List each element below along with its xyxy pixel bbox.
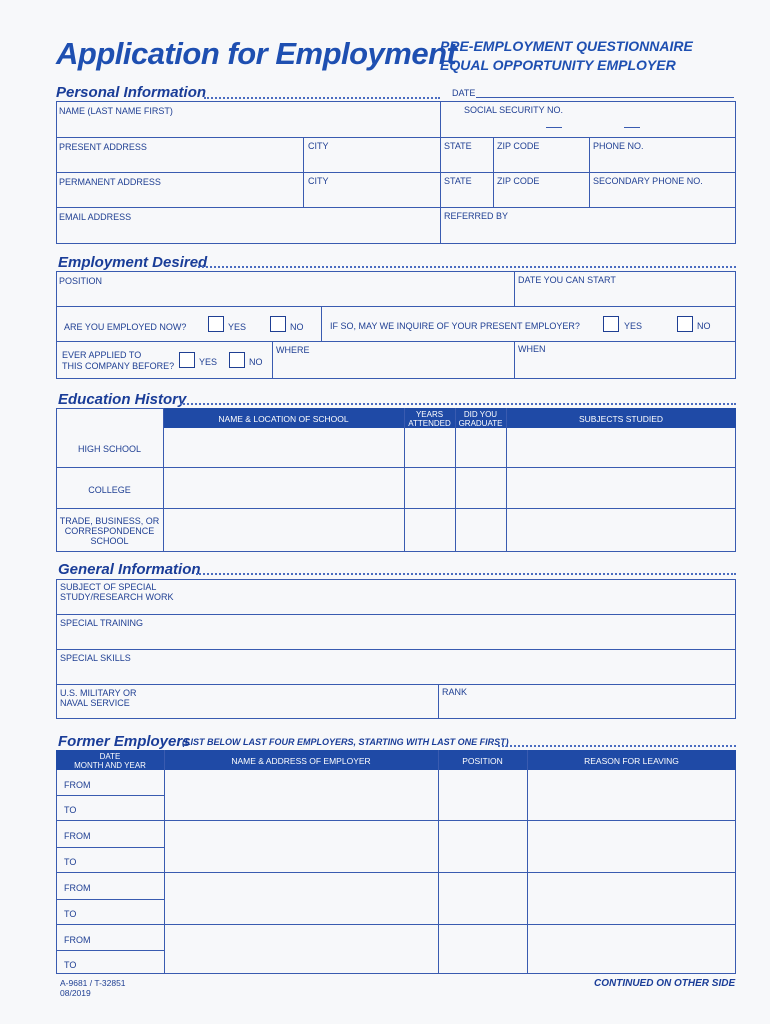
yes-label: YES xyxy=(624,321,643,331)
col-date-header-line2: MONTH AND YEAR xyxy=(74,761,146,770)
form-title: Application for Employment xyxy=(56,36,457,71)
heading-rule xyxy=(180,403,736,405)
rank-label: RANK xyxy=(442,687,468,697)
state-label: STATE xyxy=(444,141,472,151)
from-label: FROM xyxy=(64,780,91,790)
inquire-yes-checkbox[interactable] xyxy=(603,316,619,332)
ssn-dash xyxy=(624,127,640,128)
name-field-label: NAME (LAST NAME FIRST) xyxy=(59,106,173,116)
col-graduate-header: DID YOU xyxy=(463,410,498,419)
to-label: TO xyxy=(64,857,77,867)
row-trade-school: TRADE, BUSINESS, OR xyxy=(59,516,160,526)
position-label: POSITION xyxy=(59,276,103,286)
when-label: WHEN xyxy=(518,344,546,354)
former-employers-note: (LIST BELOW LAST FOUR EMPLOYERS, STARTING WITH LAST ONE FIRST) xyxy=(182,737,509,747)
start-date-label: DATE YOU CAN START xyxy=(518,275,616,285)
col-years-header: YEARS xyxy=(415,410,444,419)
employed-yes-checkbox[interactable] xyxy=(208,316,224,332)
zip-label: ZIP CODE xyxy=(497,176,540,186)
row-trade-school-line2: CORRESPONDENCE xyxy=(64,526,155,536)
row-high-school: HIGH SCHOOL xyxy=(77,444,141,454)
no-label: NO xyxy=(290,322,304,332)
from-label: FROM xyxy=(64,935,91,945)
col-years-header-line2: ATTENDED xyxy=(408,419,451,428)
section-general-information: General Information xyxy=(58,561,201,578)
subtitle-questionnaire: PRE-EMPLOYMENT QUESTIONNAIRE xyxy=(440,38,693,54)
col-date-header: DATE xyxy=(99,752,121,761)
employed-now-label: ARE YOU EMPLOYED NOW? xyxy=(64,322,187,332)
email-label: EMAIL ADDRESS xyxy=(59,212,132,222)
col-reason-header: REASON FOR LEAVING xyxy=(584,756,679,766)
row-college: COLLEGE xyxy=(88,485,131,495)
row-trade-school-line3: SCHOOL xyxy=(90,536,129,546)
heading-rule xyxy=(196,573,736,575)
subtitle-eoe: EQUAL OPPORTUNITY EMPLOYER xyxy=(440,57,676,73)
col-subjects-header: SUBJECTS STUDIED xyxy=(578,414,664,424)
where-label: WHERE xyxy=(276,345,310,355)
permanent-address-label: PERMANENT ADDRESS xyxy=(59,177,161,187)
col-school-header: NAME & LOCATION OF SCHOOL xyxy=(218,414,349,424)
section-personal-information: Personal Information xyxy=(56,84,207,101)
yes-label: YES xyxy=(199,357,218,367)
military-service-label: U.S. MILITARY OR xyxy=(60,688,137,698)
section-former-employers: Former Employers xyxy=(58,733,191,750)
city-label: CITY xyxy=(308,141,329,151)
former-employers-table xyxy=(56,750,736,974)
from-label: FROM xyxy=(64,883,91,893)
applied-no-checkbox[interactable] xyxy=(229,352,245,368)
form-number: A-9681 / T-32851 xyxy=(60,978,126,988)
heading-rule xyxy=(204,97,440,99)
to-label: TO xyxy=(64,909,77,919)
heading-rule xyxy=(498,745,736,747)
col-graduate-header-line2: GRADUATE xyxy=(458,419,503,428)
no-label: NO xyxy=(249,357,263,367)
form-revision-date: 08/2019 xyxy=(60,988,91,998)
applied-before-label-line2: THIS COMPANY BEFORE? xyxy=(62,361,175,371)
city-label: CITY xyxy=(308,176,329,186)
no-label: NO xyxy=(697,321,711,331)
referred-by-label: REFERRED BY xyxy=(444,211,509,221)
date-label: DATE xyxy=(452,88,476,98)
inquire-no-checkbox[interactable] xyxy=(677,316,693,332)
employed-no-checkbox[interactable] xyxy=(270,316,286,332)
special-training-label: SPECIAL TRAINING xyxy=(60,618,144,628)
ssn-field-label: SOCIAL SECURITY NO. xyxy=(464,105,564,115)
from-label: FROM xyxy=(64,831,91,841)
secondary-phone-label: SECONDARY PHONE NO. xyxy=(593,176,703,186)
special-study-label-line2: STUDY/RESEARCH WORK xyxy=(60,592,174,602)
ssn-dash xyxy=(546,127,562,128)
military-service-label-line2: NAVAL SERVICE xyxy=(60,698,130,708)
col-position-header: POSITION xyxy=(462,756,503,766)
heading-rule xyxy=(198,266,736,268)
special-study-label: SUBJECT OF SPECIAL xyxy=(60,582,157,592)
to-label: TO xyxy=(64,960,77,970)
phone-label: PHONE NO. xyxy=(593,141,644,151)
yes-label: YES xyxy=(228,322,247,332)
inquire-label: IF SO, MAY WE INQUIRE OF YOUR PRESENT EMPLOYER? xyxy=(330,321,580,331)
section-employment-desired: Employment Desired xyxy=(58,254,208,271)
state-label: STATE xyxy=(444,176,472,186)
applied-before-label-line1: EVER APPLIED TO xyxy=(62,350,142,360)
date-input-line[interactable] xyxy=(476,97,734,98)
col-employer-header: NAME & ADDRESS OF EMPLOYER xyxy=(231,756,371,766)
to-label: TO xyxy=(64,805,77,815)
special-skills-label: SPECIAL SKILLS xyxy=(60,653,131,663)
present-address-label: PRESENT ADDRESS xyxy=(59,142,147,152)
zip-label: ZIP CODE xyxy=(497,141,540,151)
continued-on-other-side: CONTINUED ON OTHER SIDE xyxy=(594,978,736,989)
applied-yes-checkbox[interactable] xyxy=(179,352,195,368)
section-education-history: Education History xyxy=(58,391,187,408)
